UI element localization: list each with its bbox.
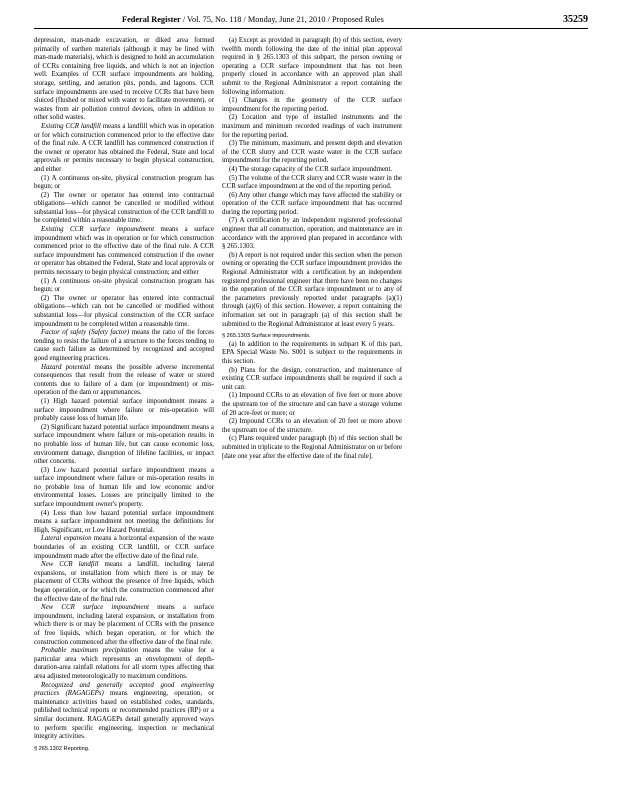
- paragraph: [222, 392, 402, 418]
- paragraph: [34, 510, 214, 536]
- section-heading: [34, 745, 214, 754]
- paragraph: [34, 467, 214, 510]
- paragraph-text: (6) Any other change which may have affected the stability or operation of the CCR surface impoundment that has occurred during the reporting period.: [222, 191, 402, 216]
- header-line: [122, 15, 384, 24]
- paragraph: [34, 398, 214, 424]
- paragraph-text: (1) A continuous on-site physical construction program has begun; or: [34, 277, 214, 294]
- paragraph: [222, 97, 402, 114]
- paragraph: [34, 647, 214, 681]
- defined-term: Recognized and generally accepted good engineering practices (RAGAGEPs): [34, 681, 214, 698]
- paragraph-text: means engineering, operation, or maintenance activities based on established codes, standards, published technical reports or recommended practices (RP) or a similar document. RAGAGEPs detail generally approved ways to perform specific engineering, inspection or mechanical integrity activities.: [34, 690, 215, 741]
- paragraph: [222, 252, 402, 329]
- paragraph-text: (2) Impound CCRs to an elevation of 20 feet or more above the upstream toe of the structure.: [222, 418, 402, 434]
- defined-term: Lateral expansion: [41, 535, 92, 543]
- paragraph-text: (2) The owner or operator has entered into contractual obligations—which cannot be cancelled or modified without substantial loss—for physical construction of the CCR landfill to be completed within a reasonable time.: [34, 191, 214, 225]
- paragraph: [222, 175, 402, 192]
- paragraph-text: (1) Changes in the geometry of the CCR surface impoundment for the reporting period.: [222, 97, 402, 113]
- paragraph-text: (a) In addition to the requirements in subpart K of this part, EPA Special Waste No. S001 is subject to the requirements in this section.: [222, 340, 402, 365]
- defined-term: Factor of safety (Safety factor): [41, 329, 130, 337]
- paragraph-text: (4) Less than low hazard potential surface impoundment means a surface impoundment not meeting the definitions for High, Significant, or Low Hazard Potential.: [34, 509, 214, 534]
- paragraph-text: means a landfill which was in operation or for which construction commenced prior to the effective date of the final rule. A CCR landfill has commenced construction if the owner or operator has obtained the Federal, State and local approvals or permits necessary to begin physical construction, and either: [34, 122, 214, 173]
- paragraph: [222, 435, 402, 461]
- paragraph: [34, 329, 214, 363]
- paragraph-text: means a horizontal expansion of the waste boundaries of an existing CCR landfill, or CCR surface impoundment made after the effective date of the final rule.: [34, 535, 214, 560]
- paragraph: [222, 140, 402, 166]
- defined-term: Existing CCR surface impoundment: [41, 226, 155, 234]
- paragraph: [34, 295, 214, 329]
- paragraph: [222, 418, 402, 435]
- paragraph-text: (3) Low hazard potential surface impoundment means a surface impoundment where failure or mis-operation results in no probable loss of human life and low economic and/or environmental losses. Losses are principally limited to the surface impoundment owner's property.: [34, 466, 214, 509]
- page-number: 35259: [563, 14, 588, 25]
- paragraph: [222, 217, 402, 251]
- paragraph-text: means the ratio of the forces tending to resist the failure of a structure to the forces tending to cause such failure as determined by recognized and accepted good engineering practices.: [34, 329, 214, 362]
- defined-term: New CCR surface impoundment: [41, 604, 149, 612]
- defined-term: Probable maximum precipitation: [41, 647, 139, 655]
- paragraph: [34, 123, 214, 175]
- paragraph-text: (2) Significant hazard potential surface impoundment means a surface impoundment where failure or mis-operation results in no probable loss of human life, but can cause economic loss, environment damage, disruption of lifeline facilities, or impact other concerns.: [34, 423, 214, 466]
- paragraph-text: (3) The minimum, maximum, and present depth and elevation of the CCR slurry and CCR waste water in the CCR surface impoundment for the reporting period.: [222, 140, 402, 165]
- paragraph: [222, 192, 402, 218]
- paragraph: [34, 364, 214, 398]
- paragraph: [34, 175, 214, 192]
- paragraph-text: (2) The owner or operator has entered into contractual obligations—which can not be cancelled or modified without substantial loss—for physical construction of the CCR surface impoundment to be completed within a reasonable time.: [34, 294, 214, 328]
- paragraph: [34, 561, 214, 604]
- paragraph: [34, 278, 214, 295]
- paragraph-text: § 265.1302 Reporting.: [34, 745, 90, 752]
- paragraph-text: (1) High hazard potential surface impoundment means a surface impoundment where failure or mis-operation will probably cause loss of human life.: [34, 397, 214, 423]
- paragraph: [222, 367, 402, 393]
- paragraph: [34, 37, 214, 123]
- journal-name: Federal Register: [122, 15, 181, 24]
- paragraph-text: (1) A continuous on-site, physical construction program has begun; or: [34, 174, 214, 191]
- paragraph-text: (5) The volume of the CCR slurry and CCR waste water in the CCR surface impoundment at the end of the reporting period.: [222, 174, 402, 191]
- page-header: [34, 14, 588, 29]
- paragraph-text: (b) Plans for the design, construction, and maintenance of existing CCR surface impoundments shall be required if such a unit can:: [222, 366, 402, 391]
- paragraph: [34, 682, 214, 742]
- paragraph: [222, 114, 402, 140]
- defined-term: Existing CCR landfill: [41, 122, 101, 130]
- paragraph-text: depression, man-made excavation, or diked area formed primarily of earthen materials (although it may be lined with man-made materials), which is designed to hold an accumulation of CCRs containing free liquids, and which is not an injection well. Examples of CCR surface impoundments are holding, storage, settling, and aeration pits, ponds, and lagoons. CCR surface impoundments are used to receive CCRs that have been sluiced (flushed or mixed with water to facilitate movement), or wastes from air pollution control devices, often in addition to other solid wastes.: [34, 37, 214, 122]
- paragraph: [222, 37, 402, 97]
- volume-info: / Vol. 75, No. 118 / Monday, June 21, 2010 / Proposed Rules: [182, 15, 384, 24]
- paragraph-text: means a landfill, including lateral expansions, or installation from which there is or may be placement of CCRs without the presence of free liquids, which began operation, or for which the construction commenced after the effective date of the final rule.: [34, 561, 215, 603]
- paragraph: [222, 166, 402, 175]
- paragraph-text: (1) Impound CCRs to an elevation of five feet or more above the upstream toe of the structure and can have a storage volume of 20 acre-feet or more; or: [222, 392, 402, 417]
- paragraph-text: (c) Plans required under paragraph (b) of this section shall be submitted in triplicate to the Regional Administrator on or before [date one year after the effective date of the final rule].: [222, 435, 402, 460]
- paragraph-text: means a surface impoundment which was in operation or for which construction commenced prior to the effective date of the final rule. A CCR surface impoundment has commenced construction if the owner or operator has obtained the Federal, State and local approvals or permits necessary to begin physical construction; and either: [34, 226, 214, 277]
- paragraph-text: means the possible adverse incremental consequences that result from the release of water or stored contents due to failure of a dam (or impoundment) or mis-operation of the dam or appurtenances.: [34, 363, 214, 397]
- paragraph-text: (a) Except as provided in paragraph (b) of this section, every twelfth month following the date of the initial plan approval required in § 265.1303 of this subpart, the person owning or operating a CCR surface impoundment that has not been properly closed in accordance with an approved plan shall submit to the Regional Administrator a report containing the following information:: [222, 37, 402, 96]
- paragraph: [34, 226, 214, 278]
- paragraph-text: § 265.1303 Surface impoundments.: [222, 333, 311, 340]
- paragraph-text: means the value for a particular area which represents an envelopment of depth-duration-area rainfall relations for all storm types affecting that area adjusted meteorologically to maximum conditions.: [34, 647, 214, 680]
- paragraph-text: (7) A certification by an independent registered professional engineer that all construction, operation, and maintenance are in accordance with the approved plan prepared in accordance with § 265.1303.: [222, 217, 402, 251]
- paragraph-text: (4) The storage capacity of the CCR surface impoundment.: [229, 165, 393, 173]
- defined-term: Hazard potential: [41, 363, 91, 371]
- paragraph-text: (2) Location and type of installed instruments and the maximum and minimum recorded readings of each instrument for the reporting period.: [222, 114, 402, 139]
- paragraph-text: means a surface impoundment, including lateral expansion, or installation from which there is or may be placement of CCRs with the presence of free liquids, which began operation, or for which the construction commenced after the effective date of the final rule.: [34, 604, 214, 646]
- document-body: [34, 37, 590, 757]
- defined-term: New CCR landfill: [41, 561, 99, 569]
- paragraph: [34, 424, 214, 467]
- paragraph: [34, 604, 214, 647]
- section-heading: [222, 332, 402, 341]
- paragraph: [34, 535, 214, 561]
- paragraph: [222, 341, 402, 367]
- paragraph-text: (b) A report is not required under this section when the person owning or operating the CCR surface impoundment provides the Regional Administrator with a certification by an independent registered professional engineer that there have been no changes in the operation of the CCR surface impoundment or to any of the parameters previously reported under paragraphs (a)(1) through (a)(6) of this section. However, a report containing the information set out in paragraph (a) of this section shall be submitted to the Regional Administrator at least every 5 years.: [222, 251, 402, 328]
- paragraph: [34, 192, 214, 226]
